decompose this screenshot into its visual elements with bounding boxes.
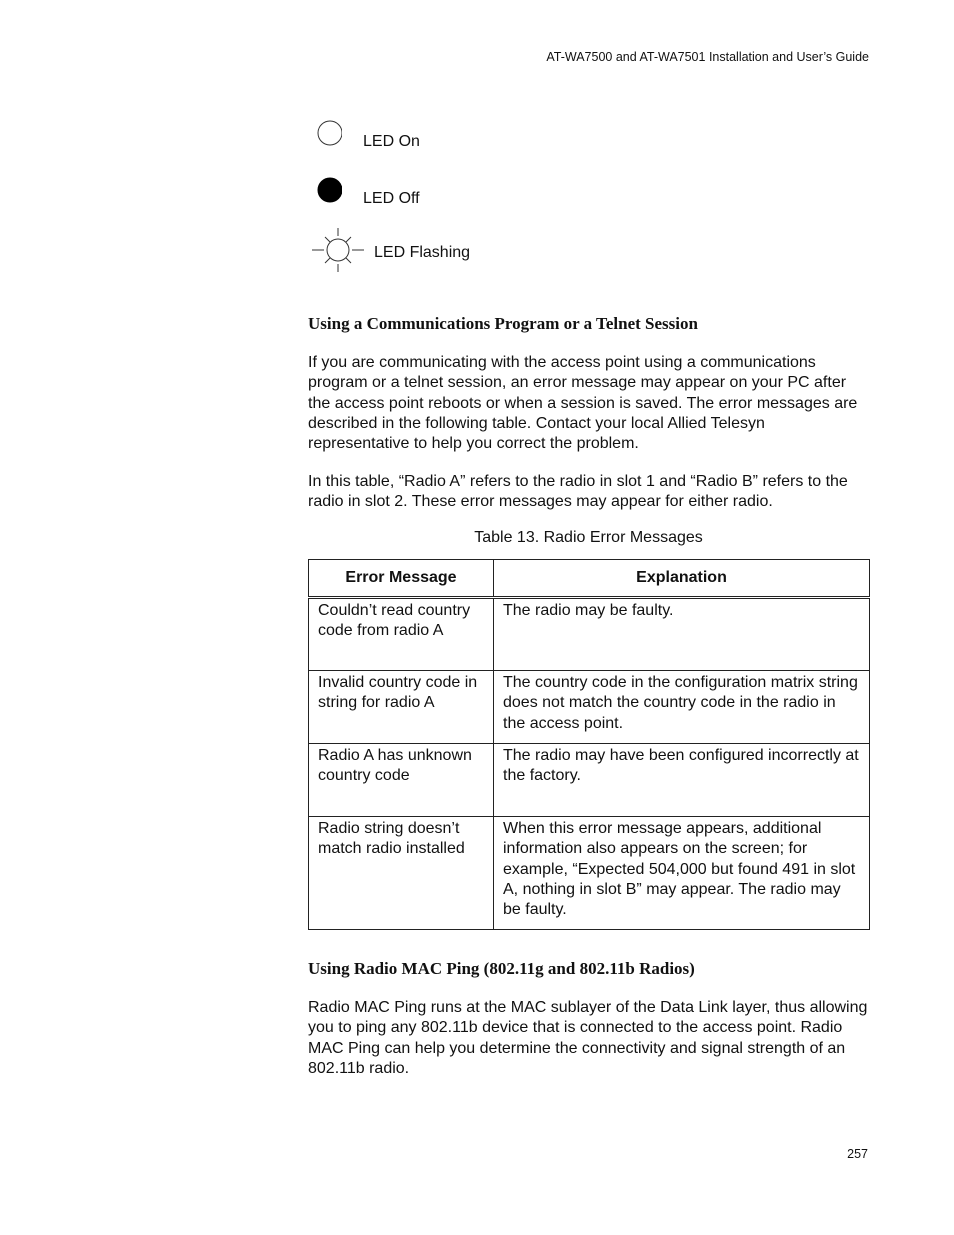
explanation-cell: The radio may be faulty. <box>494 598 870 671</box>
legend-label: LED Off <box>363 189 420 207</box>
body-paragraph: In this table, “Radio A” refers to the radio in slot 1 and “Radio B” refers to the radio in slot 2. These error messages may appear for either radio. <box>308 473 848 511</box>
legend-row-led-off <box>312 177 420 212</box>
legend-row-led-on <box>312 120 420 155</box>
column-header: Explanation <box>494 560 870 598</box>
explanation-cell: When this error message appears, additional information also appears on the screen; for example, “Expected 504,000 but found 491 in slot A, nothing in slot B” may appear. The radio may be faulty. <box>494 817 870 930</box>
error-message-cell: Radio string doesn’t match radio installed <box>309 817 494 930</box>
legend-label: LED Flashing <box>374 243 471 261</box>
led-on-icon <box>312 120 348 155</box>
table-caption: Table 13. Radio Error Messages <box>474 529 703 546</box>
error-message-cell: Couldn’t read country code from radio A <box>309 598 494 671</box>
legend-row-led-flashing <box>312 228 470 277</box>
body-paragraph: Radio MAC Ping runs at the MAC sublayer of the Data Link layer, thus allowing you to ping any 802.11b device that is connected to the access point. Radio MAC Ping can help you determine the connectivity and signal strength of an 802.11b radio. <box>308 999 868 1077</box>
error-message-cell: Radio A has unknown country code <box>309 744 494 817</box>
table-header-row <box>309 560 870 598</box>
section-heading: Using a Communications Program or a Telnet Session <box>308 314 698 333</box>
explanation-cell: The country code in the configuration matrix string does not match the country code in the radio in the access point. <box>494 671 870 744</box>
led-flashing-icon <box>312 228 364 277</box>
legend-label: LED On <box>363 132 420 150</box>
error-messages-table <box>308 559 870 930</box>
error-message-cell: Invalid country code in string for radio A <box>309 671 494 744</box>
table-row <box>309 817 870 930</box>
column-header: Error Message <box>309 560 494 598</box>
body-paragraph: If you are communicating with the access point using a communications program or a telnet session, an error message may appear on your PC after the access point reboots or when a session is saved. The error messages are described in the following table. Contact your local Allied Telesyn representative to help you correct the problem. <box>308 354 858 453</box>
table-row <box>309 671 870 744</box>
explanation-cell: The radio may have been configured incorrectly at the factory. <box>494 744 870 817</box>
section-heading: Using Radio MAC Ping (802.11g and 802.11b Radios) <box>308 959 695 978</box>
page-number: 257 <box>847 1147 868 1161</box>
led-off-icon <box>312 177 348 212</box>
table-row <box>309 744 870 817</box>
table-row <box>309 598 870 671</box>
page-header-title: AT-WA7500 and AT-WA7501 Installation and User’s Guide <box>546 50 869 64</box>
